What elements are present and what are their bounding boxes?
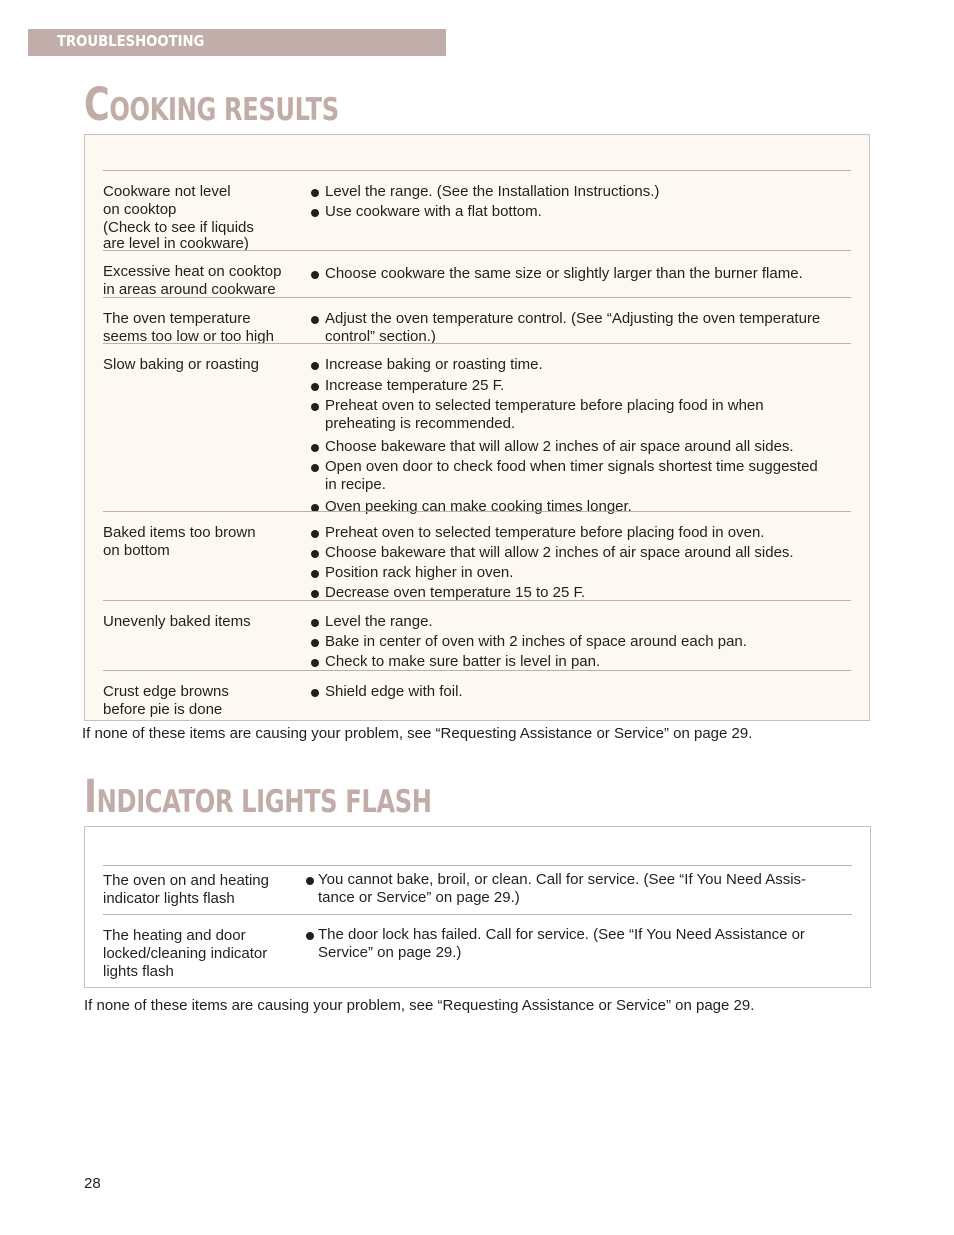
solution-line: Use cookware with a flat bottom. [325, 203, 542, 220]
solution-line: tance or Service” on page 29.) [318, 888, 520, 906]
problem-cause [103, 683, 229, 719]
cause-line: The heating and door [103, 927, 246, 944]
solution-item [325, 310, 820, 345]
solution-line: preheating is recommended. [325, 414, 516, 432]
table-row [103, 511, 851, 601]
table-row [103, 343, 851, 515]
solution-line: Choose cookware the same size or slightly larger than the burner flame. [325, 265, 803, 282]
solution-item [325, 633, 747, 651]
table-row [103, 865, 852, 907]
bullet-icon [311, 209, 319, 217]
cause-line: Unevenly baked items [103, 613, 251, 630]
solution-line: Position rack higher in oven. [325, 564, 514, 581]
solution-item [325, 564, 513, 582]
solution-line: You cannot bake, broil, or clean. Call for service. (See “If You Need Assis- [318, 871, 807, 888]
solution-item [325, 524, 764, 542]
title-rest: OOKING RESULTS [109, 92, 339, 128]
title-initial: I [84, 770, 97, 823]
problem-cause [103, 183, 254, 252]
cooking-results-title [84, 78, 339, 131]
cause-line: before pie is done [103, 701, 223, 718]
table-row [103, 297, 851, 345]
cause-line: Baked items too brown [103, 524, 256, 541]
page-number: 28 [84, 1175, 101, 1192]
cause-line: The oven temperature [103, 310, 251, 327]
cause-line: Slow baking or roasting [103, 356, 259, 373]
bullet-icon [311, 383, 319, 391]
bullet-icon [311, 590, 319, 598]
table-row [103, 914, 852, 980]
solution-line: Level the range. [325, 613, 433, 630]
bullet-icon [311, 550, 319, 558]
solution-line: The door lock has failed. Call for service. (See “If You Need Assistance or [318, 926, 805, 943]
solution-item [325, 377, 504, 395]
cause-line: indicator lights flash [103, 890, 235, 907]
bullet-icon [306, 932, 314, 940]
bullet-icon [311, 530, 319, 538]
bullet-icon [311, 659, 319, 667]
indicator-lights-table [84, 826, 871, 988]
problem-cause [103, 263, 281, 299]
bullet-icon [311, 570, 319, 578]
title-rest: NDICATOR LIGHTS FLASH [96, 784, 432, 820]
solution-item [325, 183, 659, 201]
bullet-icon [311, 464, 319, 472]
solution-line: Shield edge with foil. [325, 683, 463, 700]
solution-line: Decrease oven temperature 15 to 25 F. [325, 584, 586, 601]
bullet-icon [306, 877, 314, 885]
bullet-icon [311, 639, 319, 647]
bullet-icon [311, 689, 319, 697]
solution-line: Increase baking or roasting time. [325, 356, 543, 373]
solution-line: Check to make sure batter is level in pan. [325, 653, 601, 670]
solution-item [325, 203, 542, 221]
cooking-results-table [84, 134, 870, 721]
bullet-icon [311, 444, 319, 452]
solution-line: Oven peeking can make cooking times longer. [325, 498, 632, 515]
problem-cause [103, 872, 269, 908]
solution-item [325, 458, 818, 493]
indicator-lights-title [84, 770, 432, 823]
problem-cause [103, 524, 256, 560]
problem-cause [103, 613, 251, 631]
table-row [103, 600, 851, 670]
solution-item [325, 265, 803, 283]
cause-line: on bottom [103, 542, 170, 559]
cause-line: seems too low or too high [103, 328, 274, 345]
cause-line: The oven on and heating [103, 872, 269, 889]
problem-cause [103, 310, 274, 346]
solution-item [325, 356, 543, 374]
cause-line: locked/cleaning indicator [103, 945, 268, 962]
table-row [103, 170, 851, 252]
problem-cause [103, 927, 267, 981]
solution-line: Service” on page 29.) [318, 943, 462, 961]
solution-item [325, 544, 794, 562]
table-row [103, 670, 851, 718]
solution-item [325, 683, 463, 701]
indicator-footnote: If none of these items are causing your problem, see “Requesting Assistance or Service” on page 29. [84, 997, 755, 1014]
section-header-bar [28, 29, 446, 56]
cause-note-line: are level in cookware) [103, 235, 249, 252]
cause-line: lights flash [103, 963, 174, 980]
solution-line: Bake in center of oven with 2 inches of space around each pan. [325, 633, 747, 650]
solution-item [325, 438, 794, 456]
cause-note-line: (Check to see if liquids [103, 219, 254, 236]
solution-item [325, 397, 764, 432]
solution-item [325, 584, 585, 602]
cause-line: on cooktop [103, 201, 177, 218]
cause-line: Cookware not level [103, 183, 231, 200]
solution-line: in recipe. [325, 475, 386, 493]
section-label: TROUBLESHOOTING [57, 32, 205, 50]
cooking-footnote: If none of these items are causing your problem, see “Requesting Assistance or Service” on page 29. [82, 725, 753, 742]
cause-line: Crust edge browns [103, 683, 229, 700]
title-initial: C [84, 78, 110, 131]
solution-line: Open oven door to check food when timer signals shortest time suggested [325, 458, 818, 475]
table-row [103, 250, 851, 298]
solution-item [325, 613, 433, 631]
bullet-icon [311, 619, 319, 627]
bullet-icon [311, 189, 319, 197]
bullet-icon [311, 316, 319, 324]
bullet-icon [311, 271, 319, 279]
solution-item [318, 926, 805, 961]
bullet-icon [311, 362, 319, 370]
solution-line: Preheat oven to selected temperature before placing food in when [325, 397, 764, 414]
solution-item [318, 871, 806, 906]
solution-line: Choose bakeware that will allow 2 inches of air space around all sides. [325, 544, 794, 561]
solution-line: Adjust the oven temperature control. (See “Adjusting the oven temperature [325, 310, 821, 327]
solution-line: Choose bakeware that will allow 2 inches of air space around all sides. [325, 438, 794, 455]
bullet-icon [311, 403, 319, 411]
solution-line: control” section.) [325, 327, 436, 345]
solution-line: Increase temperature 25 F. [325, 377, 505, 394]
cause-line: in areas around cookware [103, 281, 276, 298]
solution-item [325, 498, 632, 516]
solution-line: Level the range. (See the Installation Instructions.) [325, 183, 660, 200]
cause-line: Excessive heat on cooktop [103, 263, 282, 280]
solution-item [325, 653, 600, 671]
solution-line: Preheat oven to selected temperature before placing food in oven. [325, 524, 765, 541]
problem-cause [103, 356, 259, 374]
